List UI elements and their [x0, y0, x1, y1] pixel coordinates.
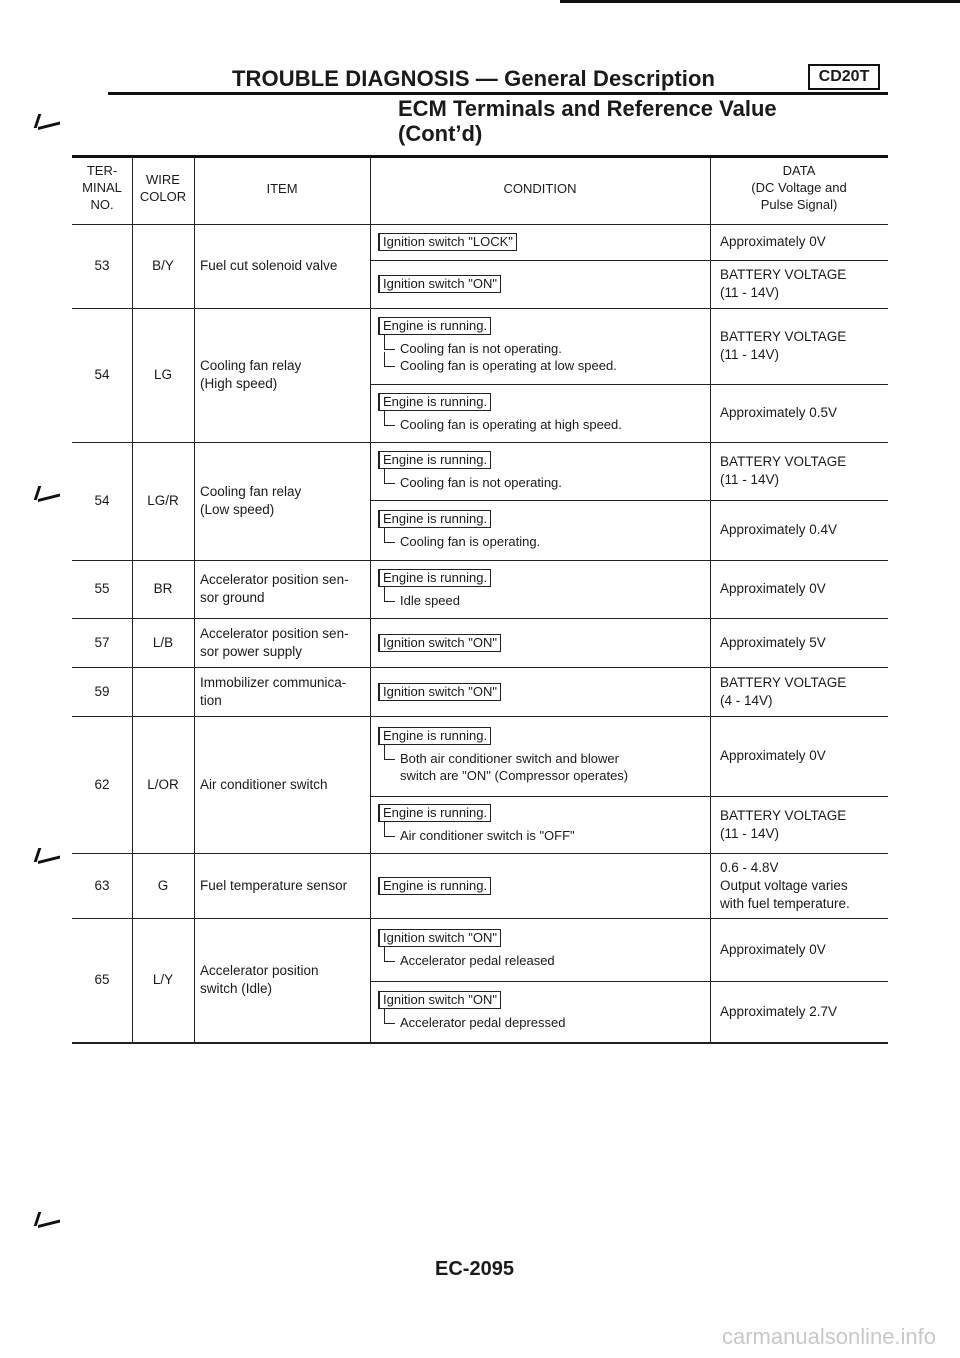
condition-detail: Accelerator pedal released — [380, 953, 555, 969]
terminal-number: 53 — [94, 258, 110, 273]
condition-detail: switch are "ON" (Compressor operates) — [400, 768, 629, 783]
item-text: Cooling fan relay — [200, 484, 302, 499]
condition-detail: Cooling fan is operating at high speed. — [380, 417, 622, 433]
header-terminal-no — [72, 162, 132, 213]
data-value: BATTERY VOLTAGE — [720, 267, 847, 282]
wire-color: LG/R — [147, 493, 179, 508]
item-text: sor ground — [200, 590, 265, 605]
condition-detail: Idle speed — [380, 593, 460, 609]
data-value: 0.6 - 4.8V — [720, 859, 779, 875]
data-value: BATTERY VOLTAGE — [720, 807, 847, 823]
condition-detail: Both air conditioner switch and blower — [380, 751, 619, 767]
watermark: carmanualsonline.info — [722, 1324, 937, 1349]
row-divider — [72, 853, 888, 854]
data-value: BATTERY VOLTAGE — [720, 674, 847, 690]
condition-divider — [370, 384, 888, 385]
column-divider — [194, 158, 195, 1042]
data-value: (11 - 14V) — [720, 347, 780, 362]
page-title: TROUBLE DIAGNOSIS — General Description — [232, 66, 716, 91]
condition-divider — [370, 981, 888, 982]
condition-detail: Cooling fan is not operating. — [380, 341, 562, 357]
data-value: (11 - 14V) — [720, 285, 780, 300]
item-text: Accelerator position sen- — [200, 625, 349, 641]
item-text: tion — [200, 692, 222, 708]
item-text: Accelerator position — [200, 963, 319, 978]
condition-divider — [370, 796, 888, 797]
data-value: (11 - 14V) — [720, 472, 780, 487]
column-divider — [132, 158, 133, 1042]
condition-box: Engine is running. — [378, 510, 491, 528]
item-text: sor power supply — [200, 643, 303, 659]
row-divider — [72, 308, 888, 309]
condition-detail: Accelerator pedal depressed — [380, 1015, 566, 1031]
item-text: Immobilizer communica- — [200, 674, 347, 690]
terminal-number: 57 — [94, 634, 110, 650]
data-value: Approximately 0V — [720, 234, 826, 249]
data-value: Approximately 0V — [720, 581, 826, 596]
item-text: switch (Idle) — [200, 981, 273, 996]
wire-color: BR — [153, 581, 173, 596]
row-divider — [72, 667, 888, 668]
data-value: BATTERY VOLTAGE — [720, 454, 847, 469]
engine-code-badge: CD20T — [808, 64, 880, 90]
condition-box: Ignition switch "ON" — [378, 929, 501, 947]
condition-box: Engine is running. — [378, 804, 491, 822]
item-text: Fuel cut solenoid valve — [200, 258, 338, 273]
column-divider — [710, 158, 711, 1042]
header-wire-line: WIRE — [146, 172, 180, 187]
data-value: Approximately 5V — [720, 634, 826, 650]
wire-color: L/OR — [147, 776, 179, 792]
condition-box: Ignition switch "LOCK" — [378, 233, 517, 251]
row-divider — [72, 442, 888, 443]
condition-box: Ignition switch "ON" — [378, 991, 501, 1009]
wire-color: LG — [153, 367, 172, 382]
condition-box: Engine is running. — [378, 451, 491, 469]
terminal-number: 54 — [94, 493, 110, 508]
data-value: Output voltage varies — [720, 877, 848, 893]
margin-mark-icon — [36, 848, 60, 864]
condition-box: Ignition switch "ON" — [378, 634, 501, 652]
condition-divider — [370, 500, 888, 501]
data-value: (11 - 14V) — [720, 825, 780, 841]
condition-detail: Cooling fan is operating at low speed. — [380, 358, 617, 374]
header-data-line: DATA — [782, 163, 816, 178]
condition-detail: Cooling fan is operating. — [380, 534, 540, 550]
header-item: ITEM — [266, 181, 298, 196]
column-divider — [370, 158, 371, 1042]
terminal-number: 63 — [94, 877, 110, 893]
data-value: Approximately 0.5V — [720, 405, 838, 420]
row-divider — [72, 716, 888, 717]
terminal-number: 65 — [94, 972, 110, 987]
row-divider — [72, 560, 888, 561]
condition-box: Engine is running. — [378, 727, 491, 745]
page-number: EC-2095 — [435, 1258, 514, 1280]
header-terminal-line: NO. — [90, 197, 114, 212]
condition-detail: Air conditioner switch is "OFF" — [380, 828, 575, 844]
item-text: Air conditioner switch — [200, 776, 328, 792]
title-rule — [108, 92, 888, 95]
terminal-number: 55 — [94, 581, 110, 596]
item-text: (High speed) — [200, 376, 278, 391]
margin-mark-icon — [36, 114, 60, 130]
row-divider — [72, 618, 888, 619]
item-text: Fuel temperature sensor — [200, 877, 348, 893]
header-wire-color — [132, 171, 194, 205]
top-edge-rule — [560, 0, 960, 3]
data-value: BATTERY VOLTAGE — [720, 329, 847, 344]
header-data-line: (DC Voltage and — [751, 180, 847, 195]
item-text: Accelerator position sen- — [200, 572, 349, 587]
condition-box: Ignition switch "ON" — [378, 683, 501, 701]
wire-color: B/Y — [152, 258, 174, 273]
condition-box: Engine is running. — [378, 317, 491, 335]
subtitle-line-2: (Cont’d) — [398, 121, 483, 146]
condition-box: Ignition switch "ON" — [378, 275, 501, 293]
condition-divider — [370, 260, 888, 261]
margin-mark-icon — [36, 1212, 60, 1228]
section-subtitle — [398, 96, 777, 146]
data-value: Approximately 0.4V — [720, 522, 838, 537]
data-value: Approximately 2.7V — [720, 1003, 838, 1019]
data-value: with fuel temperature. — [720, 895, 850, 911]
item-text: (Low speed) — [200, 502, 275, 517]
header-terminal-line: MINAL — [82, 180, 122, 195]
wire-color: L/Y — [152, 972, 174, 987]
condition-box: Engine is running. — [378, 569, 491, 587]
condition-box: Engine is running. — [378, 393, 491, 411]
header-terminal-line: TER- — [86, 163, 118, 178]
condition-detail: Cooling fan is not operating. — [380, 475, 562, 491]
header-data — [710, 162, 888, 213]
terminal-number: 59 — [94, 683, 110, 699]
data-value: (4 - 14V) — [720, 692, 773, 708]
row-divider — [72, 1042, 888, 1044]
subtitle-line-1: ECM Terminals and Reference Value — [398, 96, 777, 121]
wire-color: L/B — [152, 634, 174, 650]
margin-mark-icon — [36, 486, 60, 502]
item-text: Cooling fan relay — [200, 358, 302, 373]
terminal-number: 54 — [94, 367, 110, 382]
wire-color: G — [157, 877, 169, 893]
header-wire-line: COLOR — [139, 189, 187, 204]
data-value: Approximately 0V — [720, 748, 826, 763]
data-value: Approximately 0V — [720, 941, 826, 957]
condition-box: Engine is running. — [378, 877, 491, 895]
header-data-line: Pulse Signal) — [760, 197, 838, 212]
header-condition: CONDITION — [503, 181, 577, 196]
row-divider — [72, 918, 888, 919]
terminal-number: 62 — [94, 776, 110, 792]
